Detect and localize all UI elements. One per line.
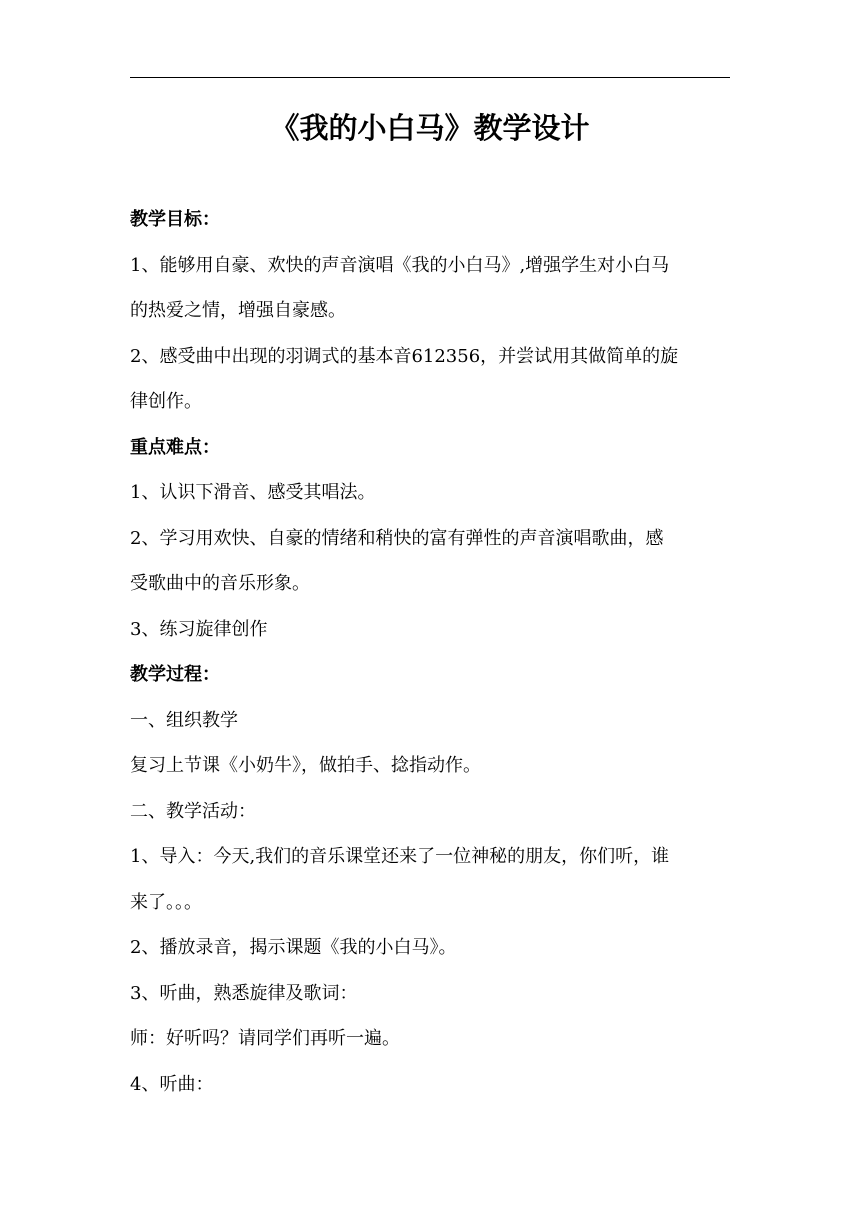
section-heading: 教学过程：: [130, 664, 220, 685]
paragraph-line: 律创作。: [130, 391, 202, 412]
paragraph-line: 1、导入：今天,我们的音乐课堂还来了一位神秘的朋友，你们听，谁: [130, 846, 670, 867]
paragraph-line: 2、播放录音，揭示课题《我的小白马》。: [130, 937, 457, 958]
paragraph-line: 2、感受曲中出现的羽调式的基本音612356，并尝试用其做简单的旋: [130, 345, 679, 367]
paragraph-line: 一、组织教学: [130, 709, 238, 731]
paragraph-line: 的热爱之情，增强自豪感。: [130, 300, 346, 321]
paragraph-line: 二、教学活动：: [130, 800, 256, 822]
paragraph-line: 1、能够用自豪、欢快的声音演唱《我的小白马》,增强学生对小白马: [130, 254, 670, 276]
header-rule: [130, 77, 730, 78]
paragraph-line: 4、听曲：: [130, 1073, 214, 1095]
document-title: 《我的小白马》教学设计: [270, 111, 590, 145]
paragraph-line: 受歌曲中的音乐形象。: [130, 573, 310, 594]
paragraph-line: 来了。。。: [130, 891, 202, 913]
paragraph-line: 1、认识下滑音、感受其唱法。: [130, 482, 376, 503]
paragraph-line: 3、听曲，熟悉旋律及歌词：: [130, 982, 358, 1004]
paragraph-line: 复习上节课《小奶牛》，做拍手、捻指动作。: [130, 755, 481, 776]
document-body: [130, 197, 735, 1107]
paragraph-line: 3、练习旋律创作: [130, 618, 268, 640]
paragraph-line: 2、学习用欢快、自豪的情绪和稍快的富有弹性的声音演唱歌曲，感: [130, 527, 664, 549]
paragraph-line: 师：好听吗？请同学们再听一遍。: [130, 1028, 400, 1049]
section-heading: 重点难点：: [130, 436, 220, 458]
section-heading: 教学目标：: [130, 209, 220, 230]
